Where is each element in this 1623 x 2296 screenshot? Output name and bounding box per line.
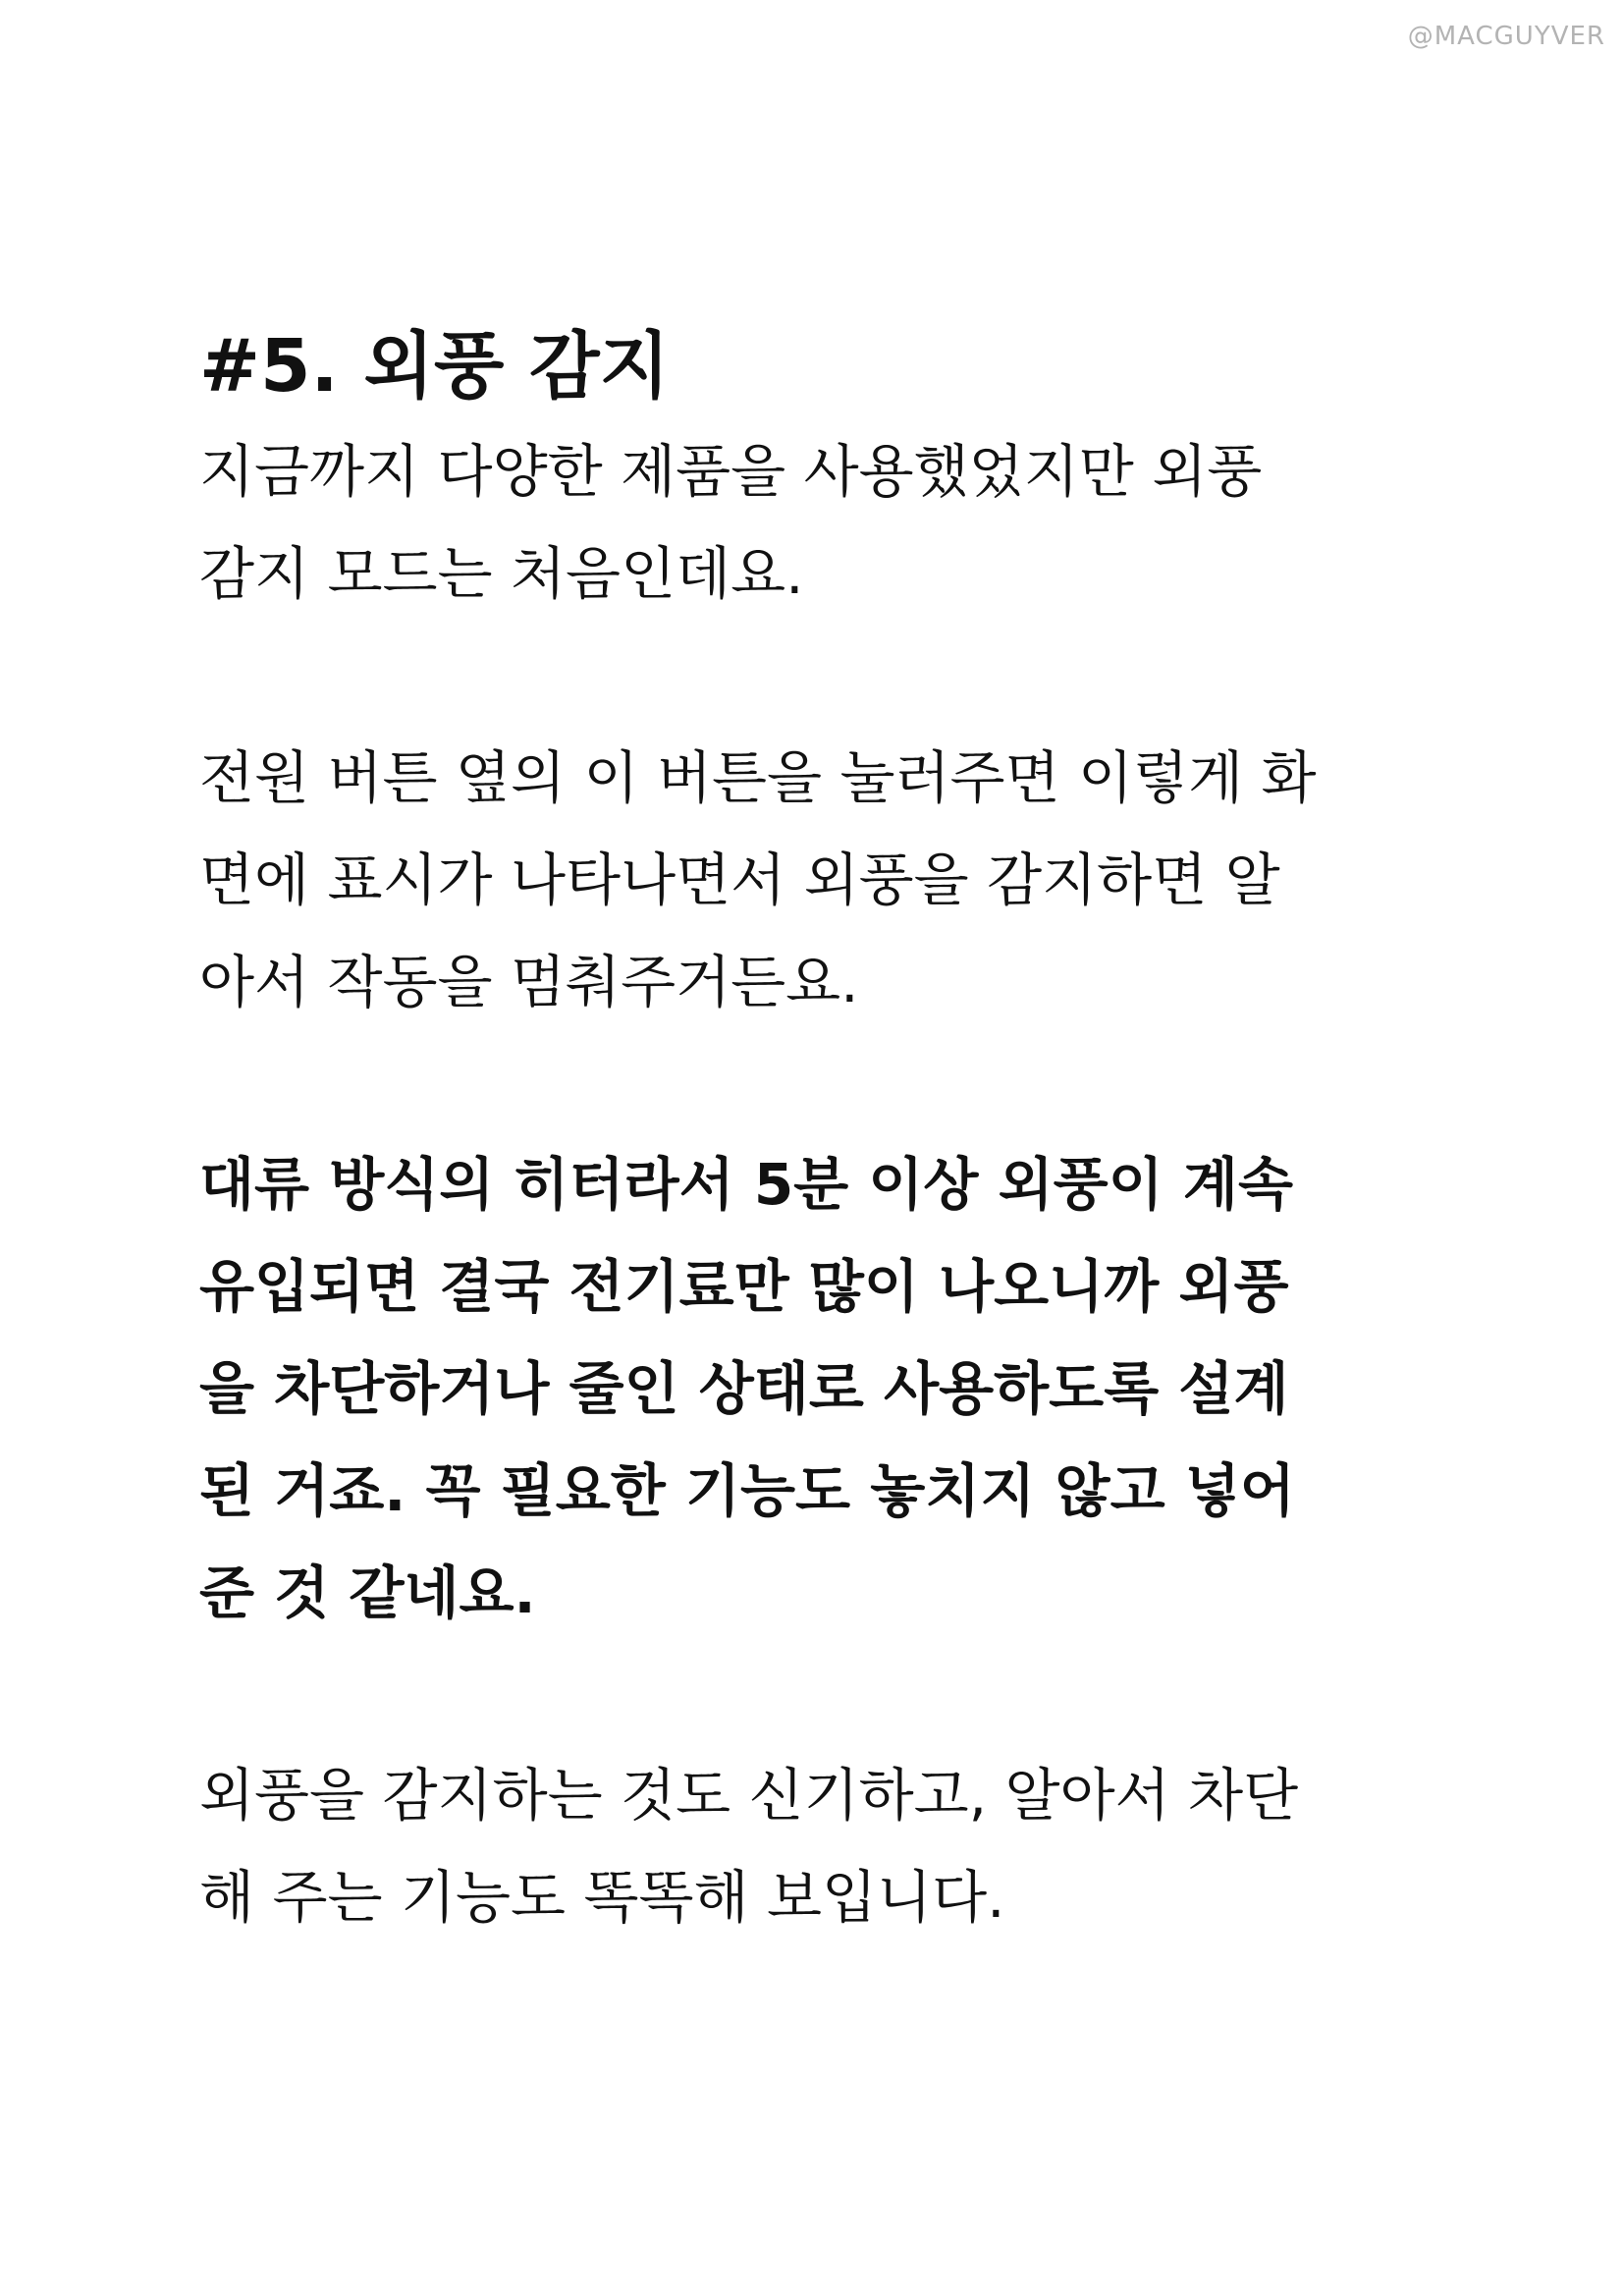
paragraph-line: 아서 작동을 멈춰주거든요. — [199, 949, 859, 1015]
paragraph-line: 유입되면 결국 전기료만 많이 나오니까 외풍 — [199, 1253, 1289, 1320]
paragraph-line: 면에 표시가 나타나면서 외풍을 감지하면 알 — [199, 847, 1280, 913]
section-heading: #5. 외풍 감지 — [199, 324, 671, 409]
paragraph-line: 대류 방식의 히터라서 5분 이상 외풍이 계속 — [199, 1151, 1293, 1218]
paragraph-intro — [199, 420, 1476, 625]
article-body — [199, 312, 1476, 1948]
paragraph-line: 지금까지 다양한 제품을 사용했었지만 외풍 — [199, 438, 1263, 505]
paragraph-usage — [199, 727, 1476, 1033]
paragraph-line: 을 차단하거나 줄인 상태로 사용하도록 설계 — [199, 1355, 1289, 1422]
paragraph-line: 된 거죠. 꼭 필요한 기능도 놓치지 않고 넣어 — [199, 1457, 1295, 1524]
paragraph-line: 해 주는 기능도 똑똑해 보입니다. — [199, 1864, 1005, 1931]
watermark: @MACGUYVER — [1407, 22, 1605, 51]
paragraph-line: 외풍을 감지하는 것도 신기하고, 알아서 차단 — [199, 1762, 1299, 1829]
paragraph-line: 준 것 같네요. — [199, 1559, 536, 1626]
paragraph-emphasis — [199, 1133, 1476, 1644]
paragraph-conclusion — [199, 1744, 1476, 1948]
paragraph-line: 감지 모드는 처음인데요. — [199, 540, 804, 607]
paragraph-line: 전원 버튼 옆의 이 버튼을 눌러주면 이렇게 화 — [199, 744, 1317, 811]
